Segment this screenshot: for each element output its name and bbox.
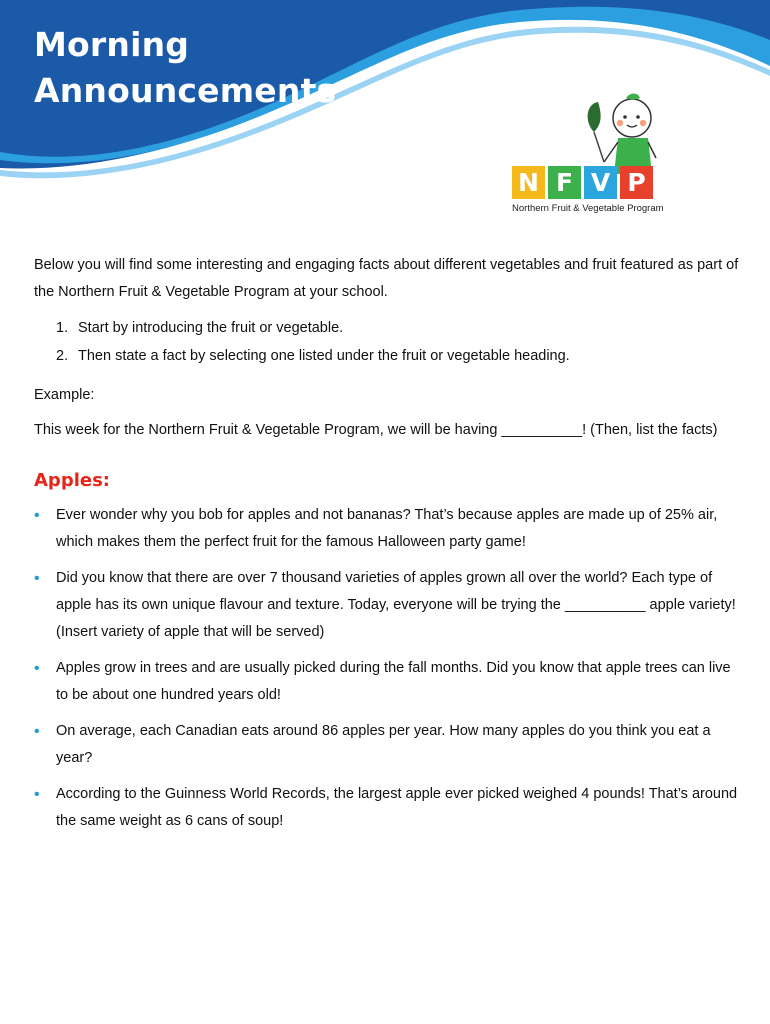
apple-facts-list <box>34 502 744 835</box>
example-label: Example: <box>34 387 95 403</box>
logo-letter-n: N <box>512 166 545 199</box>
page-title <box>34 22 336 114</box>
instruction-step <box>56 314 744 342</box>
step-number: 1. <box>56 320 69 336</box>
logo-letter-f: F <box>548 166 581 199</box>
kid-holding-leaf-icon <box>582 92 662 174</box>
step-text: Then state a fact by selecting one listed under the fruit or vegetable heading. <box>78 348 570 364</box>
step-number: 2. <box>56 348 69 364</box>
fact-text: According to the Guinness World Records, the largest apple ever picked weighed 4 pounds! That’s around the same weight as 6 cans of soup! <box>56 786 738 829</box>
step-text: Start by introducing the fruit or vegetable. <box>78 320 344 336</box>
title-line-2: Announcements <box>34 71 337 110</box>
nfvp-letters <box>512 166 653 199</box>
bullet-icon: • <box>34 507 40 524</box>
fact-text: Apples grow in trees and are usually picked during the fall months. Did you know that apple trees can live to be about one hundred years old! <box>56 660 731 703</box>
fact-text: On average, each Canadian eats around 86 apples per year. How many apples do you think you eat a year? <box>56 723 711 766</box>
instruction-steps <box>34 314 744 370</box>
apples-heading: Apples: <box>34 470 110 491</box>
example-text: This week for the Northern Fruit & Vegetable Program, we will be having __________! (Then, list the facts) <box>34 422 718 438</box>
list-item <box>34 718 744 772</box>
logo-letter-p: P <box>620 166 653 199</box>
nfvp-logo <box>506 92 676 222</box>
instruction-step <box>56 342 744 370</box>
list-item <box>34 502 744 556</box>
document-body <box>34 252 744 844</box>
bullet-icon: • <box>34 723 40 740</box>
intro-paragraph: Below you will find some interesting and engaging facts about different vegetables and fruit featured as part of the Northern Fruit & Vegetable Program at your school. <box>34 257 739 300</box>
fact-text: Did you know that there are over 7 thousand varieties of apples grown all over the world? Each type of apple has its own unique flavour and texture. Today, everyone will be trying the __________ apple variety! (Insert variety of apple that will be served) <box>56 570 736 640</box>
bullet-icon: • <box>34 570 40 587</box>
fact-text: Ever wonder why you bob for apples and not bananas? That’s because apples are made up of 25% air, which makes them the perfect fruit for the famous Halloween party game! <box>56 507 718 550</box>
list-item <box>34 565 744 646</box>
logo-caption: Northern Fruit & Vegetable Program <box>512 203 664 214</box>
bullet-icon: • <box>34 786 40 803</box>
bullet-icon: • <box>34 660 40 677</box>
logo-letter-v: V <box>584 166 617 199</box>
title-line-1: Morning <box>34 25 190 64</box>
list-item <box>34 781 744 835</box>
list-item <box>34 655 744 709</box>
